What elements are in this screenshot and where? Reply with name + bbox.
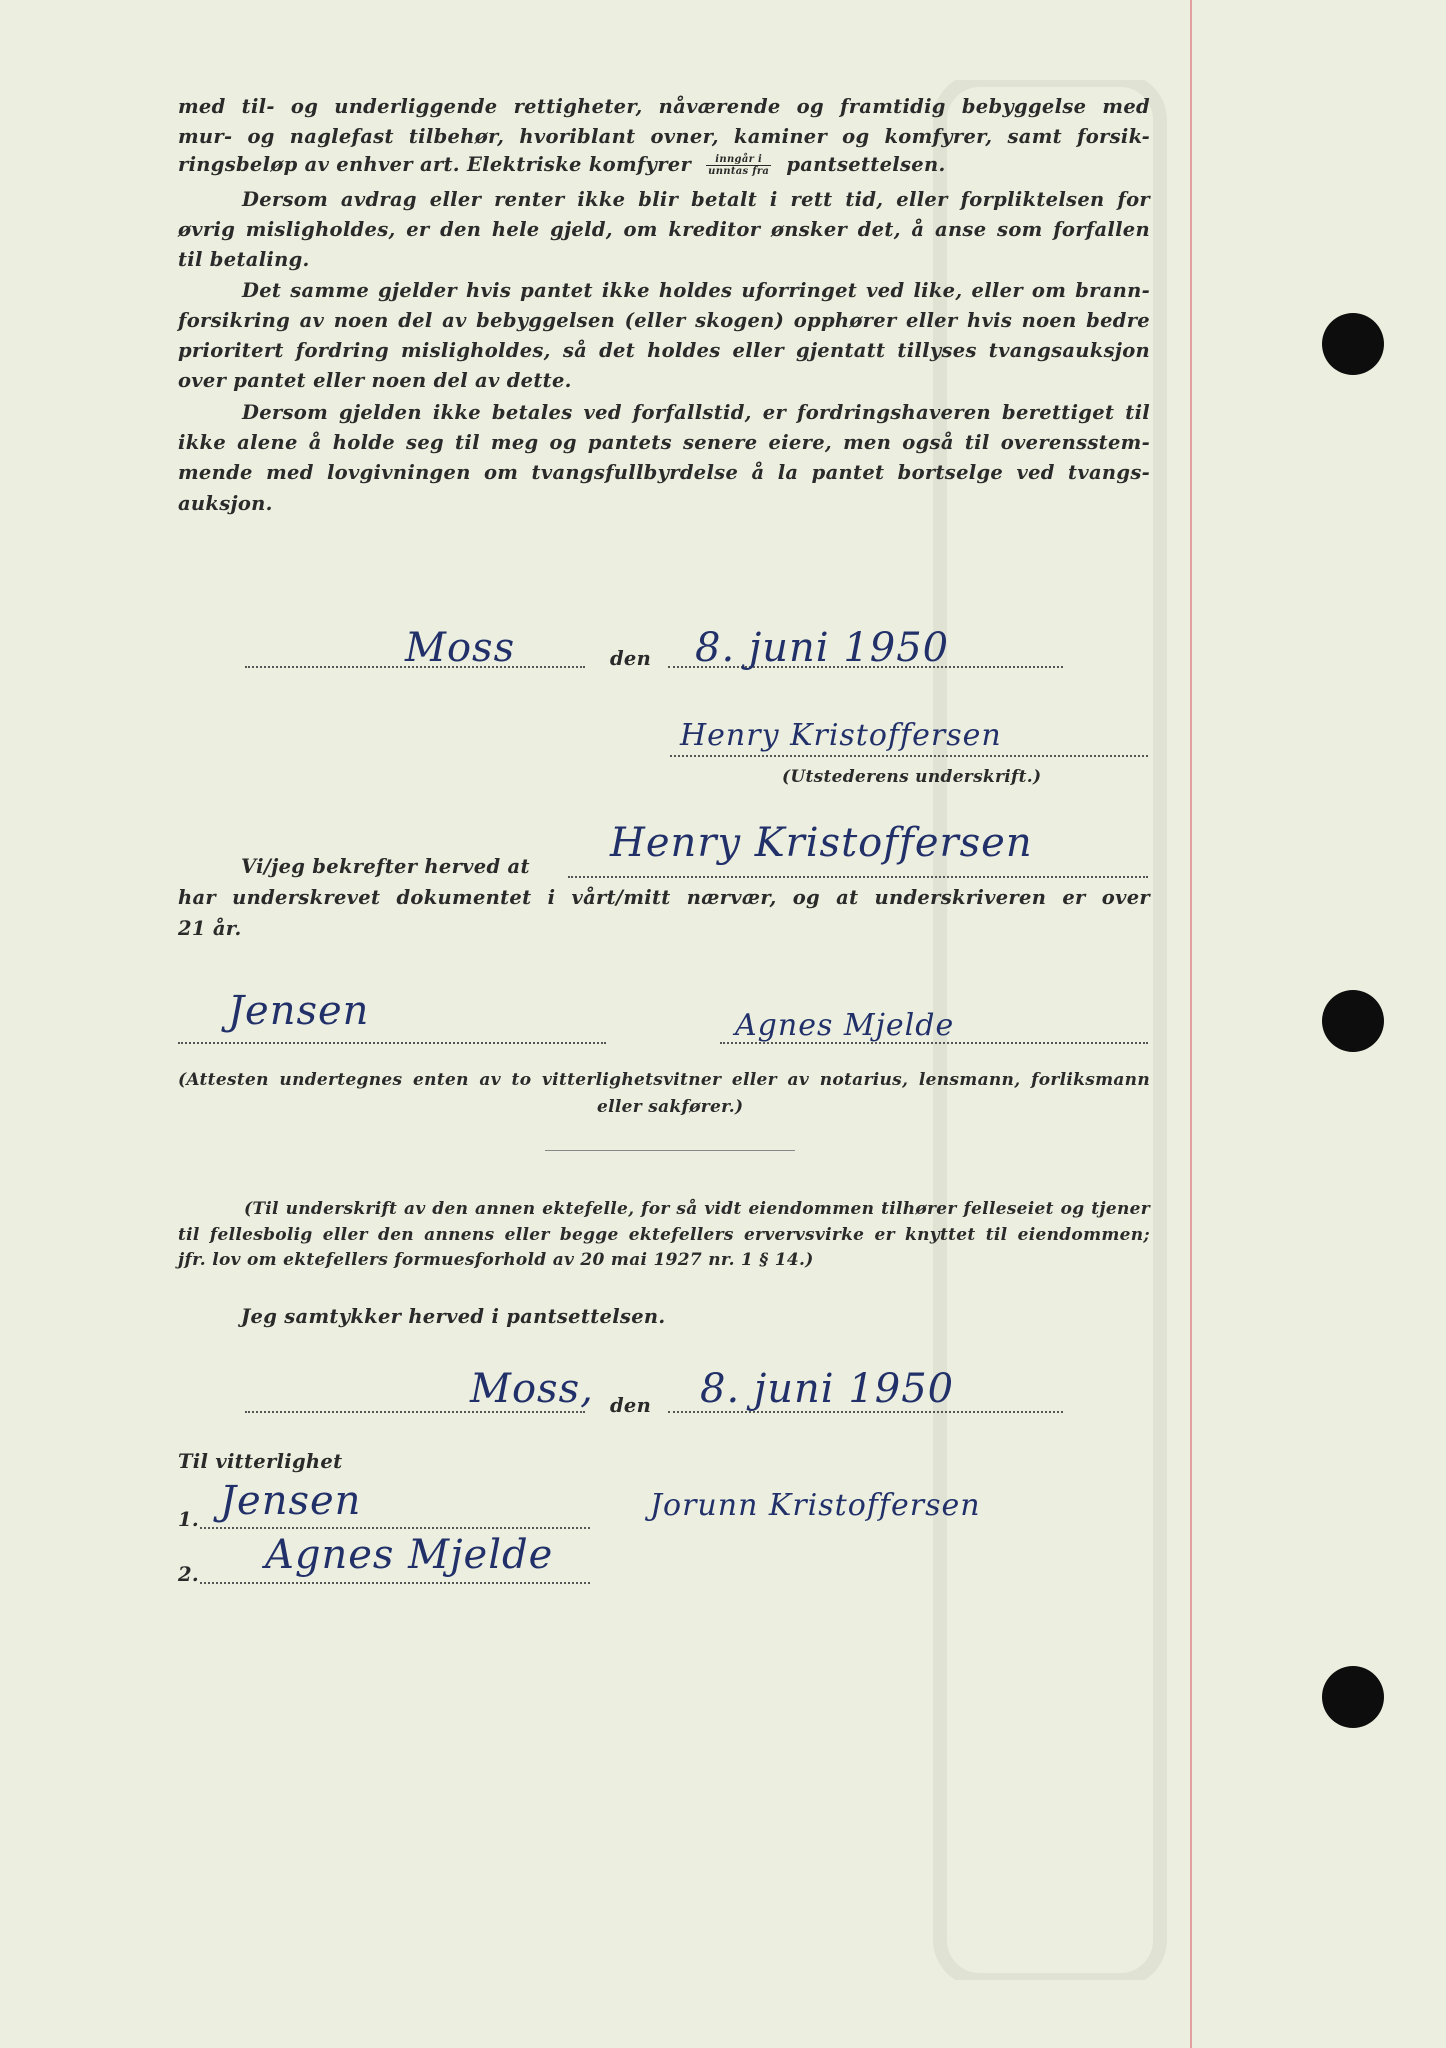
punch-hole-top (1322, 313, 1384, 375)
witness-number-1: 1. (178, 1508, 199, 1531)
date-handwritten: 8. juni 1950 (695, 625, 950, 671)
issuer-signature: Henry Kristoffersen (680, 718, 1002, 753)
punch-hole-middle (1322, 990, 1384, 1052)
text-line: mur- og naglefast tilbehør, hvoriblant ovner, kaminer og komfyrer, samt forsik- (178, 125, 1150, 148)
den-label: den (610, 647, 652, 670)
text-line: auksjon. (178, 492, 273, 515)
watermark-stamp (920, 80, 1180, 1980)
text-line: mende med lovgivningen om tvangsfullbyrdelse å la pantet bortselge ved tvangs- (178, 461, 1150, 484)
text-line: (Attesten undertegnes enten av to vitterlighetsvitner eller av notarius, lensmann, forliksmann (178, 1070, 1150, 1090)
text-line: har underskrevet dokumentet i vårt/mitt nærvær, og at underskriveren er over (178, 886, 1150, 909)
issuer-signature-line (670, 755, 1148, 757)
witness1-line (178, 1042, 606, 1044)
issuer-caption: (Utstederens underskrift.) (782, 767, 1042, 787)
text-line: forsikring av noen del av bebyggelsen (eller skogen) opphører eller hvis noen bedre (178, 309, 1150, 332)
witness-line-2 (200, 1582, 590, 1584)
fraction-choice (706, 154, 771, 177)
text-line: ikke alene å holde seg til meg og pantets senere eiere, men også til overensstem- (178, 431, 1150, 454)
text-line (178, 153, 946, 177)
text-line: Dersom gjelden ikke betales ved forfallstid, er fordringshaveren berettiget til (242, 401, 1150, 424)
punch-hole-bottom (1322, 1666, 1384, 1728)
text-line: prioritert fordring misligholdes, så det holdes eller gjentatt tillyses tvangsauksjon (178, 339, 1150, 362)
text-line: jfr. lov om ektefellers formuesforhold av 20 mai 1927 nr. 1 § 14.) (178, 1250, 814, 1270)
text-line: med til- og underliggende rettigheter, nåværende og framtidig bebyggelse med (178, 95, 1150, 118)
spouse-signature: Jorunn Kristoffersen (650, 1488, 981, 1523)
vitterlighet-label: Til vitterlighet (178, 1450, 343, 1473)
section-divider (545, 1150, 795, 1151)
text-fragment: ringsbeløp av enhver art. Elektriske komfyrer (178, 153, 692, 176)
text-fragment: pantsettelsen. (786, 153, 946, 176)
text-line: til betaling. (178, 248, 310, 271)
text-line: Dersom avdrag eller renter ikke blir betalt i rett tid, eller forpliktelsen for (242, 188, 1150, 211)
date-handwritten-2: 8. juni 1950 (700, 1366, 955, 1412)
text-line: Det samme gjelder hvis pantet ikke holdes uforringet ved like, eller om brann- (242, 279, 1150, 302)
text-line: til fellesbolig eller den annens eller begge ektefellers ervervsvirke er knyttet til eiendommen; (178, 1225, 1150, 1245)
confirm-name-line (568, 876, 1148, 878)
text-line: over pantet eller noen del av dette. (178, 369, 572, 392)
witness-line-1 (200, 1527, 590, 1529)
text-line: (Til underskrift av den annen ektefelle, for så vidt eiendommen tilhører felleseiet og tjener (244, 1199, 1150, 1219)
margin-rule (1190, 0, 1192, 2048)
witness-signature-2: Agnes Mjelde (265, 1532, 554, 1578)
witness2-signature: Agnes Mjelde (735, 1008, 955, 1043)
confirm-prefix: Vi/jeg bekrefter herved at (241, 855, 530, 878)
text-line: eller sakfører.) (597, 1097, 744, 1117)
fraction-bottom: unntas fra (708, 166, 770, 177)
consent-text: Jeg samtykker herved i pantsettelsen. (241, 1305, 666, 1328)
witness-signature-1: Jensen (220, 1478, 362, 1524)
text-line: øvrig misligholdes, er den hele gjeld, om kreditor ønsker det, å anse som forfallen (178, 218, 1150, 241)
place-handwritten-2: Moss, (470, 1366, 594, 1412)
den-label-2: den (610, 1394, 652, 1417)
confirm-name-signature: Henry Kristoffersen (610, 820, 1033, 866)
text-line: 21 år. (178, 917, 242, 940)
witness-number-2: 2. (178, 1563, 199, 1586)
fraction-top: inngår i (706, 154, 771, 166)
place-handwritten: Moss (405, 625, 516, 671)
witness1-signature: Jensen (228, 988, 370, 1034)
